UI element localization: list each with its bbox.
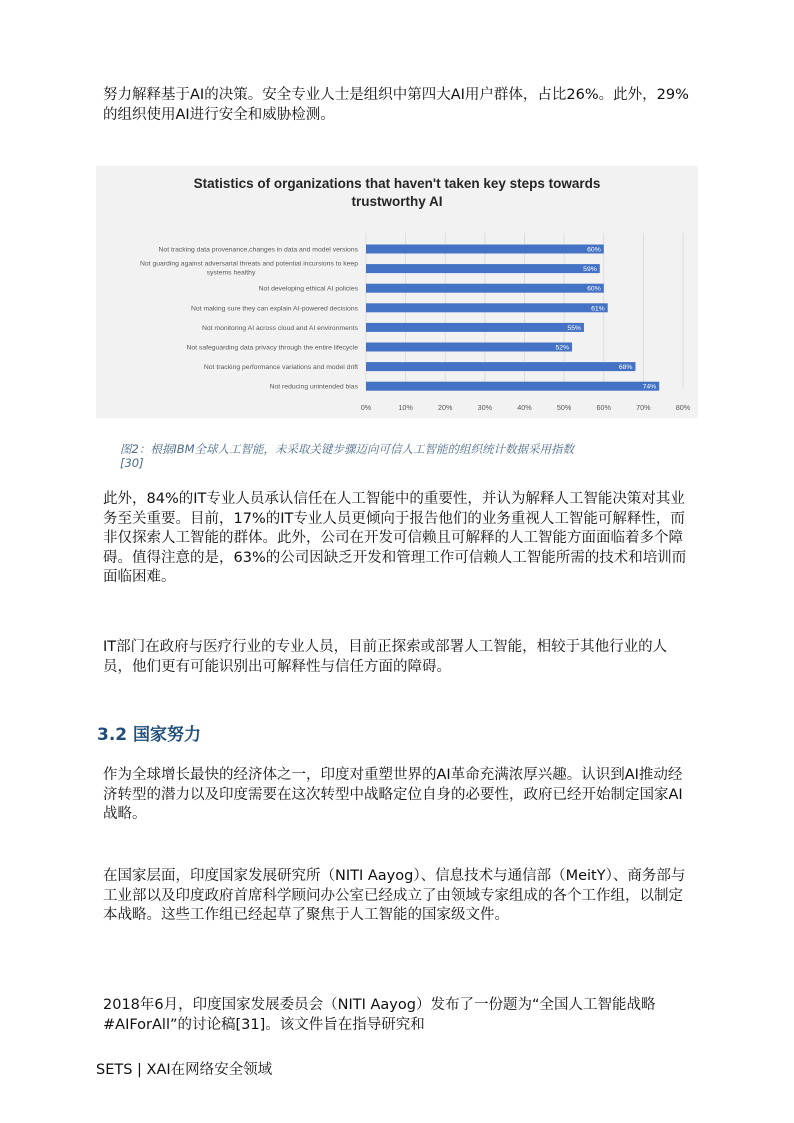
figure-caption: 图2：根据IBM全球人工智能，未采取关键步骤迈向可信人工智能的组织统计数据采用指数[30] (120, 442, 575, 470)
paragraph-it-sectors: IT部门在政府与医疗行业的专业人员，目前正探索或部署人工智能，相较于其他行业的人员，他们更有可能识别出可解释性与信任方面的障碍。 (103, 639, 668, 675)
chart-title-line2: trustworthy AI (351, 194, 443, 209)
x-tick-label: 10% (398, 403, 413, 412)
bar (366, 284, 604, 293)
bar-value-label: 68% (618, 364, 633, 372)
category-label: Not developing ethical AI policies (258, 285, 358, 293)
x-tick-label: 40% (517, 403, 532, 412)
x-tick-label: 60% (596, 403, 611, 412)
x-tick-label: 20% (438, 403, 453, 412)
x-tick-label: 50% (556, 403, 572, 412)
paragraph-niti-aayog: 2018年6月，印度国家发展委员会（NITI Aayog）发布了一份题为“全国人工智能战略#AIForAll”的讨论稿[31]。该文件旨在指导研究和 (103, 997, 656, 1033)
bar-value-label: 60% (587, 246, 601, 254)
x-tick-label: 0% (360, 403, 372, 412)
category-label: systems healthy (206, 269, 256, 277)
paragraph-intro: 努力解释基于AI的决策。安全专业人士是组织中第四大AI用户群体，占比26%。此外，29%的组织使用AI进行安全和威胁检测。 (103, 87, 689, 123)
bar-chart (96, 166, 698, 418)
page-footer: SETS | XAI在网络安全领域 (96, 1062, 273, 1078)
x-tick-label: 80% (675, 403, 691, 412)
bar-value-label: 59% (583, 266, 597, 274)
section-heading: 3.2 国家努力 (97, 725, 202, 745)
x-tick-label: 30% (477, 403, 493, 412)
bar-value-label: 74% (642, 383, 657, 391)
chart-plot (96, 166, 698, 418)
bar (366, 303, 608, 312)
paragraph-india-growth: 作为全球增长最快的经济体之一，印度对重塑世界的AI革命充满浓厚兴趣。认识到AI推动经济转型的潜力以及印度需要在这次转型中战略定位自身的必要性，政府已经开始制定国家AI战略。 (103, 767, 683, 822)
paragraph-trust: 此外，84%的IT专业人员承认信任在人工智能中的重要性，并认为解释人工智能决策对其业务至关重要。目前，17%的IT专业人员更倾向于报告他们的业务重视人工智能可解释性，而非仅探索人工智能的群体。此外，公司在开发可信赖且可解释的人工智能方面面临着多个障碍。值得注意的是，63%的公司因缺乏开发和管理工作可信赖人工智能所需的技术和培训而面临困难。 (103, 491, 687, 585)
category-label: Not making sure they can explain AI-powered decisions (191, 305, 358, 313)
bar (366, 264, 600, 273)
category-label: Not tracking data provenance,changes in data and model versions (158, 246, 358, 254)
category-label: Not tracking performance variations and model drift (203, 364, 358, 372)
category-label: Not monitoring AI across cloud and AI environments (201, 324, 358, 332)
bar (366, 245, 604, 254)
bar (366, 362, 635, 371)
bar-value-label: 61% (591, 305, 605, 313)
category-label: Not reducing unintended bias (269, 383, 358, 391)
bar-value-label: 60% (587, 285, 601, 293)
bar-value-label: 52% (555, 344, 570, 352)
category-label: Not safeguarding data privacy through the entire lifecycle (186, 344, 358, 352)
chart-title-line1: Statistics of organizations that haven't taken key steps towards (193, 176, 601, 191)
bar (366, 343, 572, 352)
category-label: Not guarding against adversarial threats and potential incursions to keep (139, 260, 358, 268)
bar (366, 382, 659, 391)
x-tick-label: 70% (636, 403, 651, 412)
bar-value-label: 55% (567, 324, 581, 332)
paragraph-national-level: 在国家层面，印度国家发展研究所（NITI Aayog）、信息技术与通信部（MeitY）、商务部与工业部以及印度政府首席科学顾问办公室已经成立了由领域专家组成的各个工作组，以制定本战略。这些工作组已经起草了聚焦于人工智能的国家级文件。 (103, 868, 686, 923)
bar (366, 323, 584, 332)
